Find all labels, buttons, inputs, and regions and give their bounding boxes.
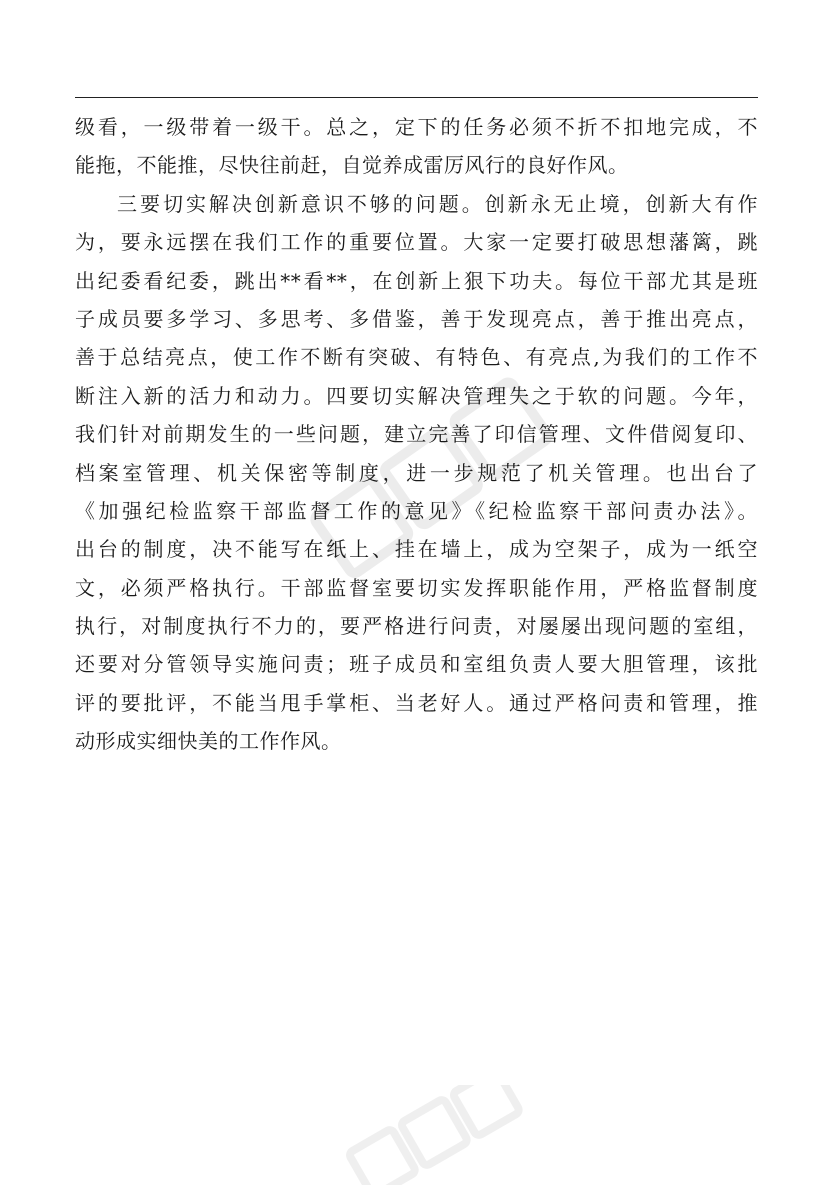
text-line-17: 动形成实细快美的工作作风。 — [75, 729, 342, 754]
text-line-3: 三要切实解决创新意识不够的问题。创新永无止境，创新大有作 — [117, 191, 758, 216]
header-rule — [75, 97, 758, 98]
text-line-15: 还要对分管领导实施问责；班子成员和室组负责人要大胆管理，该批 — [75, 652, 758, 677]
text-line-8: 断注入新的活力和动力。四要切实解决管理失之于软的问题。今年， — [75, 383, 758, 408]
text-line-7: 善于总结亮点，使工作不断有突破、有特色、有亮点,为我们的工作不 — [75, 345, 758, 370]
text-line-5: 出纪委看纪委，跳出**看**，在创新上狠下功夫。每位干部尤其是班 — [75, 268, 758, 293]
text-line-13: 文，必须严格执行。干部监督室要切实发挥职能作用，严格监督制度 — [75, 575, 758, 600]
text-line-6: 子成员要多学习、多思考、多借鉴，善于发现亮点，善于推出亮点， — [75, 306, 758, 331]
text-line-12: 出台的制度，决不能写在纸上、挂在墙上，成为空架子，成为一纸空 — [75, 537, 758, 562]
text-line-9: 我们针对前期发生的一些问题，建立完善了印信管理、文件借阅复印、 — [75, 422, 758, 447]
watermark-bottom-icon — [330, 1085, 530, 1185]
text-line-2: 能拖，不能推，尽快往前赶，自觉养成雷厉风行的良好作风。 — [75, 153, 629, 178]
text-line-10: 档案室管理、机关保密等制度，进一步规范了机关管理。也出台了 — [75, 460, 758, 485]
text-line-16: 评的要批评，不能当甩手掌柜、当老好人。通过严格问责和管理，推 — [75, 690, 758, 715]
body-text — [75, 108, 758, 761]
text-line-11: 《加强纪检监察干部监督工作的意见》《纪检监察干部问责办法》。 — [75, 498, 758, 523]
text-line-1: 级看，一级带着一级干。总之，定下的任务必须不折不扣地完成，不 — [75, 115, 758, 139]
text-line-14: 执行，对制度执行不力的，要严格进行问责，对屡屡出现问题的室组， — [75, 614, 758, 639]
text-line-4: 为，要永远摆在我们工作的重要位置。大家一定要打破思想藩篱，跳 — [75, 230, 758, 255]
